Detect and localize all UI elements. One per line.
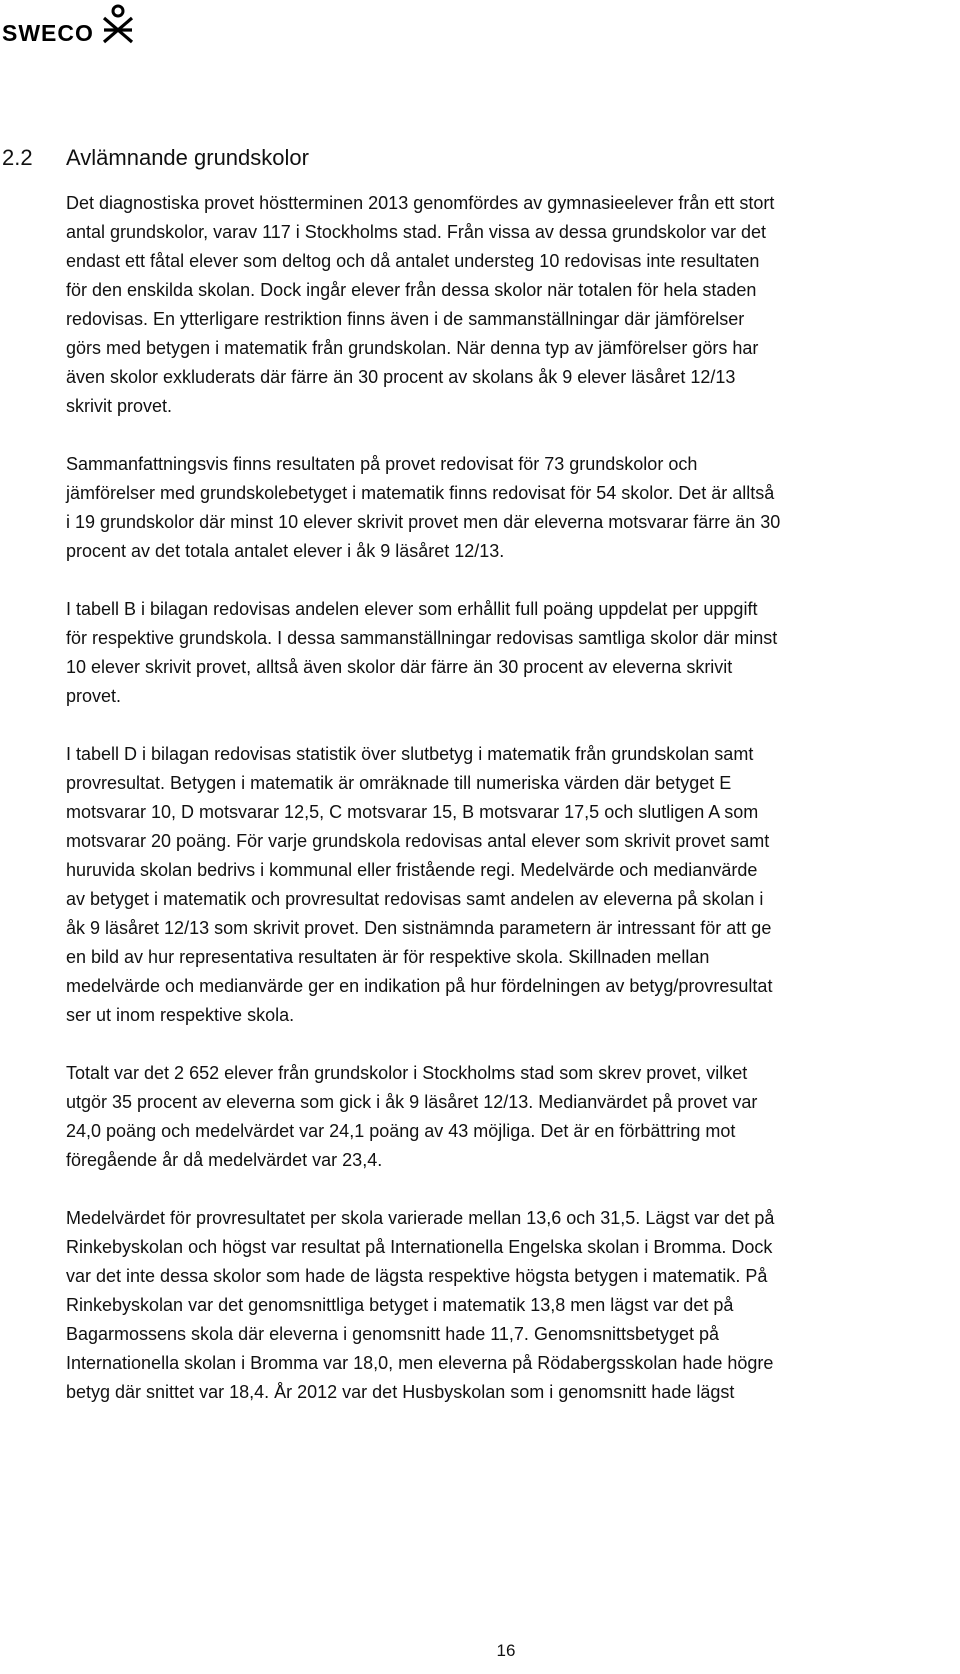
text-line: för den enskilda skolan. Dock ingår elever från dessa skolor när totalen för hela staden — [66, 280, 757, 300]
text-line: I tabell D i bilagan redovisas statistik över slutbetyg i matematik från grundskolan samt — [66, 744, 754, 764]
text-line: görs med betygen i matematik från grundskolan. När denna typ av jämförelser görs har — [66, 338, 759, 358]
text-line: redovisas. En ytterligare restriktion finns även i de sammanställningar där jämförelser — [66, 309, 745, 329]
text-line: Rinkebyskolan och högst var resultat på Internationella Engelska skolan i Bromma. Dock — [66, 1237, 773, 1257]
text-line: Medelvärdet för provresultatet per skola varierade mellan 13,6 och 31,5. Lägst var det på — [66, 1208, 775, 1228]
paragraph — [66, 1204, 946, 1407]
paragraph — [66, 740, 946, 1030]
text-line: 24,0 poäng och medelvärdet var 24,1 poäng av 43 möjliga. Det är en förbättring mot — [66, 1121, 736, 1141]
text-line: för respektive grundskola. I dessa sammanställningar redovisas samtliga skolor där minst — [66, 628, 778, 648]
text-line: utgör 35 procent av eleverna som gick i åk 9 läsåret 12/13. Medianvärdet på provet var — [66, 1092, 758, 1112]
text-line: av betyget i matematik och provresultat redovisas samt andelen av eleverna på skolan i — [66, 889, 764, 909]
text-line: jämförelser med grundskolebetyget i matematik finns redovisat för 54 skolor. Det är alltså — [66, 483, 775, 503]
text-line: 10 elever skrivit provet, alltså även skolor där färre än 30 procent av eleverna skrivit — [66, 657, 733, 677]
text-line: skrivit provet. — [66, 396, 173, 416]
text-line: provet. — [66, 686, 122, 706]
text-line: motsvarar 10, D motsvarar 12,5, C motsvarar 15, B motsvarar 17,5 och slutligen A som — [66, 802, 759, 822]
section-number: 2.2 — [2, 145, 33, 170]
text-line: Det diagnostiska provet höstterminen 2013 genomfördes av gymnasieelever från ett stort — [66, 193, 775, 213]
text-line: i 19 grundskolor där minst 10 elever skrivit provet men där eleverna motsvarar färre än 30 — [66, 512, 781, 532]
text-line: ser ut inom respektive skola. — [66, 1005, 295, 1025]
text-line: Sammanfattningsvis finns resultaten på provet redovisat för 73 grundskolor och — [66, 454, 698, 474]
section-title: Avlämnande grundskolor — [66, 145, 309, 170]
paragraph — [66, 450, 946, 566]
text-line: huruvida skolan bedrivs i kommunal eller fristående regi. Medelvärde och medianvärde — [66, 860, 758, 880]
text-line: en bild av hur representativa resultaten är för respektive skola. Skillnaden mellan — [66, 947, 710, 967]
text-line: procent av det totala antalet elever i åk 9 läsåret 12/13. — [66, 541, 505, 561]
text-line: motsvarar 20 poäng. För varje grundskola redovisas antal elever som skrivit provet samt — [66, 831, 770, 851]
logo-wordmark: SWECO — [2, 20, 94, 46]
sweco-logo — [2, 4, 142, 48]
text-line: I tabell B i bilagan redovisas andelen elever som erhållit full poäng uppdelat per uppgift — [66, 599, 758, 619]
text-line: Rinkebyskolan var det genomsnittliga betyget i matematik 13,8 men lägst var det på — [66, 1295, 734, 1315]
sweco-logo-icon — [100, 4, 136, 44]
body-text — [66, 189, 946, 1436]
text-line: betyg där snittet var 18,4. År 2012 var det Husbyskolan som i genomsnitt hade lägst — [66, 1382, 735, 1402]
text-line: provresultat. Betygen i matematik är omräknade till numeriska värden där betyget E — [66, 773, 732, 793]
section-heading — [2, 144, 309, 172]
text-line: medelvärde och medianvärde ger en indikation på hur fördelningen av betyg/provresultat — [66, 976, 773, 996]
text-line: föregående år då medelvärdet var 23,4. — [66, 1150, 383, 1170]
text-line: var det inte dessa skolor som hade de lägsta respektive högsta betygen i matematik. På — [66, 1266, 768, 1286]
text-line: Totalt var det 2 652 elever från grundskolor i Stockholms stad som skrev provet, vilket — [66, 1063, 748, 1083]
paragraph — [66, 595, 946, 711]
text-line: åk 9 läsåret 12/13 som skrivit provet. Den sistnämnda parametern är intressant för att ge — [66, 918, 772, 938]
page-number: 16 — [496, 1641, 516, 1660]
text-line: endast ett fåtal elever som deltog och då antalet understeg 10 redovisas inte resultaten — [66, 251, 760, 271]
paragraph — [66, 189, 946, 421]
text-line: Internationella skolan i Bromma var 18,0, men eleverna på Rödabergsskolan hade högre — [66, 1353, 774, 1373]
text-line: Bagarmossens skola där eleverna i genomsnitt hade 11,7. Genomsnittsbetyget på — [66, 1324, 720, 1344]
text-line: även skolor exkluderats där färre än 30 procent av skolans åk 9 elever läsåret 12/13 — [66, 367, 736, 387]
text-line: antal grundskolor, varav 117 i Stockholms stad. Från vissa av dessa grundskolor var det — [66, 222, 767, 242]
paragraph — [66, 1059, 946, 1175]
